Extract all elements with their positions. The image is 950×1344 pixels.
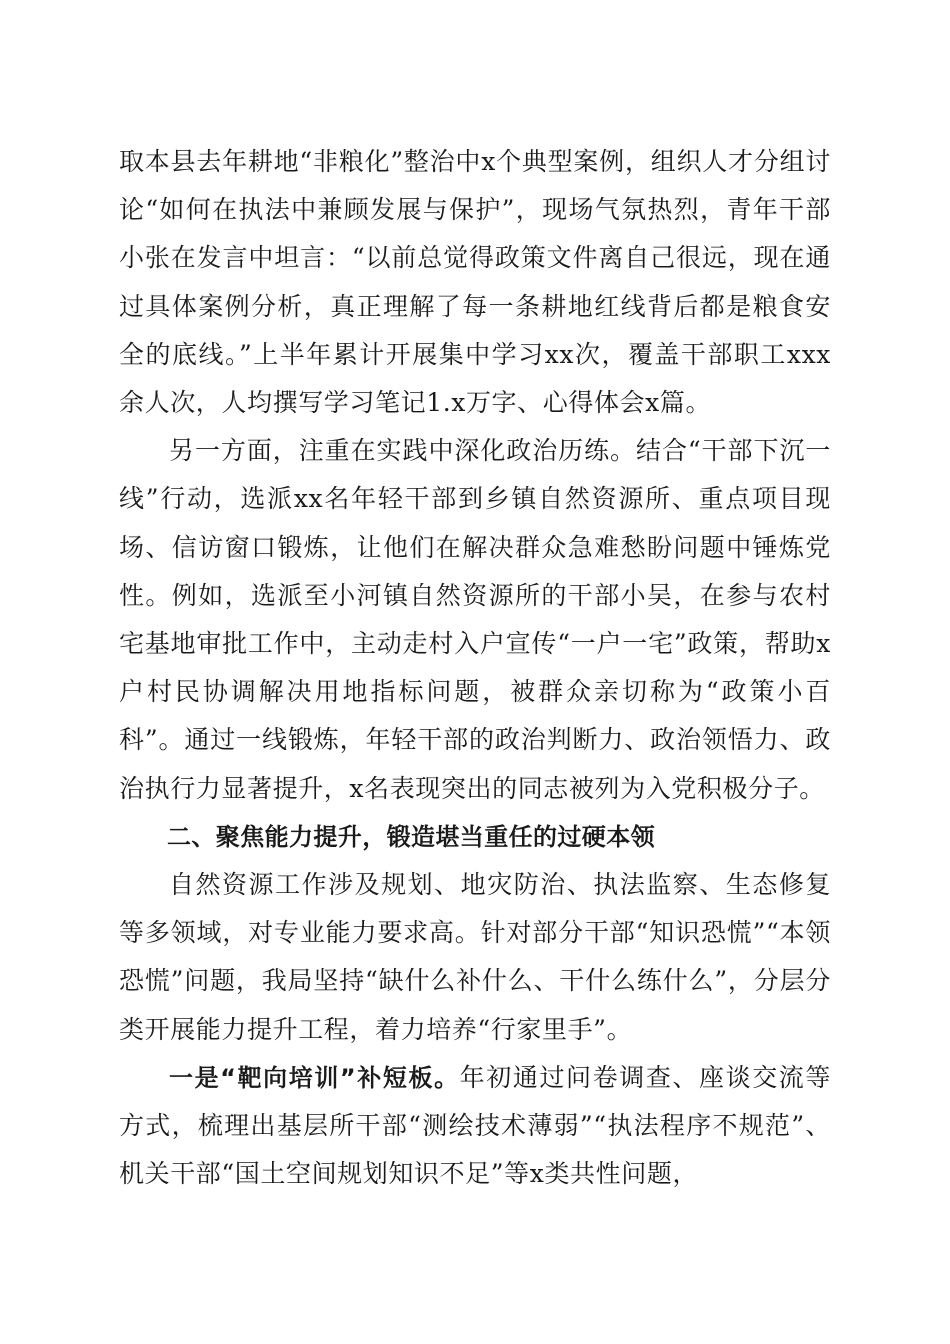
paragraph-targeted-training xyxy=(119,1054,831,1199)
paragraph-practice-training: 另一方面，注重在实践中深化政治历练。结合“干部下沉一线”行动，选派xx名年轻干部到乡镇自然资源所、重点项目现场、信访窗口锻炼，让他们在解决群众急难愁盼问题中锤炼党性。例如，选派至小河镇自然资源所的干部小吴，在参与农村宅基地审批工作中，主动走村入户宣传“一户一宅”政策，帮助x户村民协调解决用地指标问题，被群众亲切称为“政策小百科”。通过一线锻炼，年轻干部的政治判断力、政治领悟力、政治执行力显著提升，x名表现突出的同志被列为入党积极分子。 xyxy=(119,436,831,803)
document-body xyxy=(119,138,831,1198)
section-heading-ability: 二、聚焦能力提升，锻造堪当重任的过硬本领 xyxy=(167,822,655,851)
paragraph-body: 年初通过问卷调查、座谈交流等方式，梳理出基层所干部“测绘技术薄弱”“执法程序不规范”、机关干部“国土空间规划知识不足”等x类共性问题， xyxy=(119,1062,831,1189)
paragraph-lead: 一是“靶向培训”补短板。 xyxy=(169,1063,460,1092)
paragraph-continuation: 取本县去年耕地“非粮化”整治中x个典型案例，组织人才分组讨论“如何在执法中兼顾发展与保护”，现场气氛热烈，青年干部小张在发言中坦言：“以前总觉得政策文件离自己很远，现在通过具体案例分析，真正理解了每一条耕地红线背后都是粮食安全的底线。”上半年累计开展集中学习xx次，覆盖干部职工xxx余人次，人均撰写学习笔记1.x万字、心得体会x篇。 xyxy=(119,147,831,418)
paragraph-ability-intro: 自然资源工作涉及规划、地灾防治、执法监察、生态修复等多领域，对专业能力要求高。针对部分干部“知识恐慌”“本领恐慌”问题，我局坚持“缺什么补什么、干什么练什么”，分层分类开展能力提升工程，着力培养“行家里手”。 xyxy=(119,870,831,1044)
